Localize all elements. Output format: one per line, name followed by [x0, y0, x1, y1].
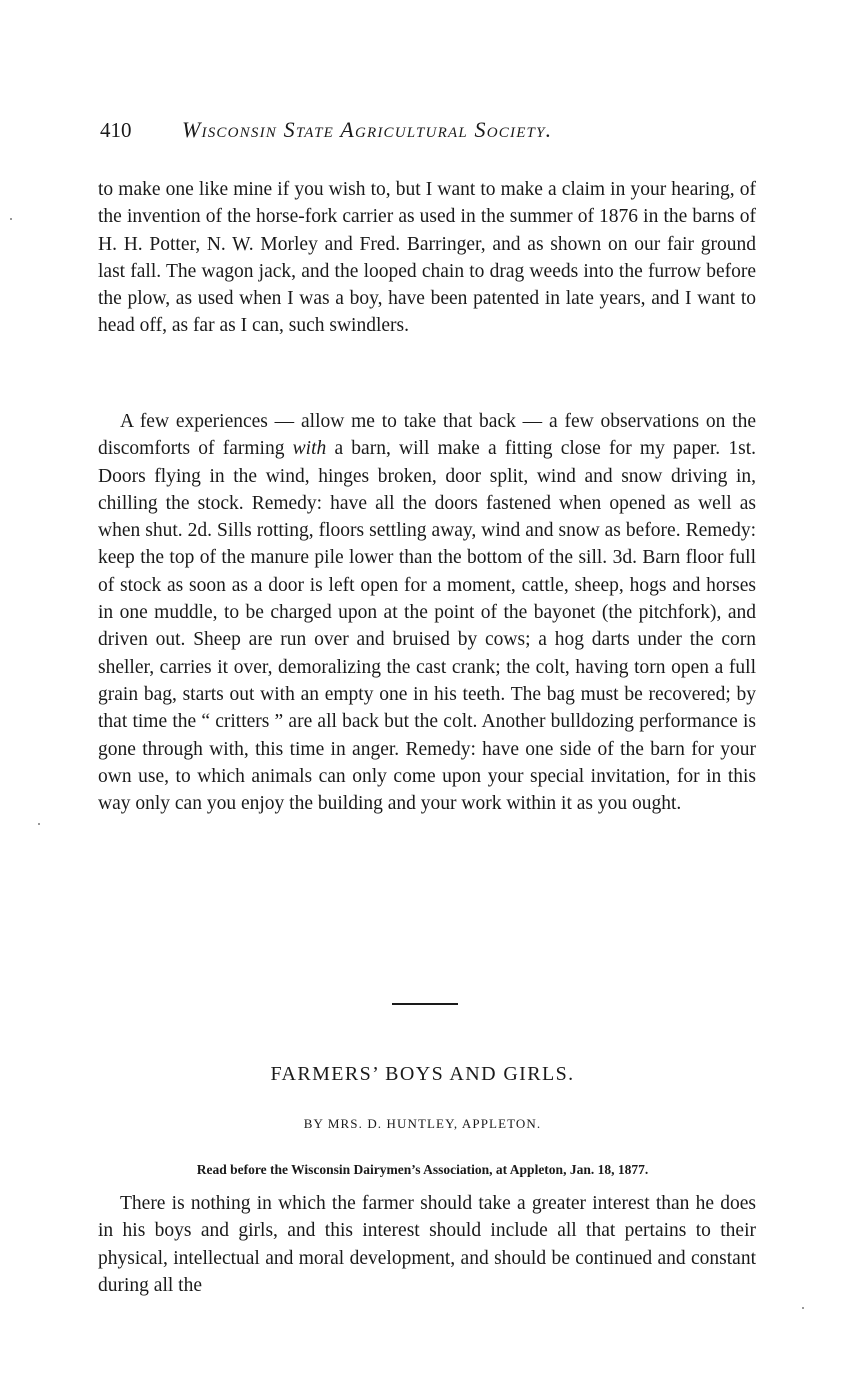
paper-speck [38, 823, 40, 825]
article-byline: BY MRS. D. HUNTLEY, APPLETON. [303, 1116, 542, 1131]
paragraph-text: a barn, will make a fitting close for my paper. 1st. Doors flying in the wind, hinges broken, door split, wind and snow driving in, chilling the stock. Remedy: have all the doors fastened when opened as well as when shut. 2d. Sills rotting, floors settling away, wind and snow as before. Remedy: keep the top of the manure pile lower than the bottom of the sill. 3d. Barn floor full of stock as soon as a door is left open for a moment, cattle, sheep, hogs and horses in one muddle, to be charged upon at the point of the bayonet (the pitchfork), and driven out. Sheep are run over and bruised by cows; a hog darts under the corn sheller, carries it over, demoralizing the cast crank; the colt, having torn open a full grain bag, starts out with an empty one in his teeth. The bag must be recovered; by that time the “ critters ” are all back but the colt. Another bulldozing performance is gone through with, this time in anger. Remedy: have one side of the barn for your own use, to which animals can only come upon your special invitation, for in this way only can you enjoy the building and your work within it as you ought. [98, 438, 756, 815]
page-number: 410 [100, 118, 132, 142]
paragraph-text: A few experiences — allow me to take that back — a few observations on the discomforts of farming [98, 411, 756, 460]
paragraph-claim [98, 176, 756, 340]
article-note: Read before the Wisconsin Dairymen’s Association, at Appleton, Jan. 18, 1877. [196, 1162, 649, 1177]
section-divider [392, 1003, 458, 1005]
running-head-title: Wisconsin State Agricultural Society. [182, 117, 553, 142]
article-title: FARMERS’ BOYS AND GIRLS. [270, 1063, 575, 1085]
paper-speck [10, 218, 12, 220]
paragraph-opening [98, 1190, 756, 1299]
paragraph-text: There is nothing in which the farmer should take a greater interest than he does in his boys and girls, and this interest should include all that pertains to their physical, intellectual and moral development, and should be continued and constant during all the [98, 1193, 756, 1296]
paper-speck [802, 1307, 804, 1309]
running-head [100, 116, 760, 144]
paragraph-discomforts [98, 408, 756, 817]
emphasis-with: with [292, 438, 327, 460]
paragraph-text: to make one like mine if you wish to, but I want to make a claim in your hearing, of the invention of the horse-fork carrier as used in the summer of 1876 in the barns of H. H. Potter, N. W. Morley and Fred. Barringer, and as shown on our fair ground last fall. The wagon jack, and the looped chain to drag weeds into the furrow before the plow, as used when I was a boy, have been patented in late years, and I want to head off, as far as I can, such swindlers. [98, 179, 756, 337]
